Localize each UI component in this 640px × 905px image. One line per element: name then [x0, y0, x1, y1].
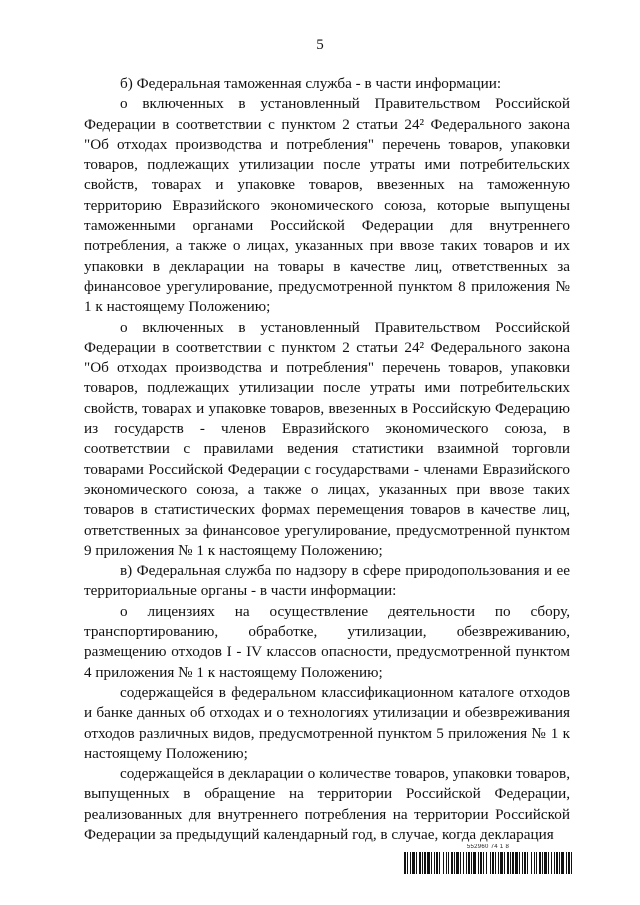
paragraph-waste-catalog: содержащейся в федеральном классификационном каталоге отходов и банке данных об отходах и о технологиях утилизации и обезвреживания отходов различных видов, предусмотренной пунктом 5 приложения № 1 к настоящему Положению; — [84, 683, 570, 762]
paragraph-licenses: о лицензиях на осуществление деятельности по сбору, транспортированию, обработке, утилизации, обезвреживанию, размещению отходов I - IV классов опасности, предусмотренной пунктом 4 приложения № 1 к настоящему Положению; — [84, 602, 570, 681]
document-body — [84, 74, 570, 845]
paragraph-nature-supervision-heading: в) Федеральная служба по надзору в сфере природопользования и ее территориальные органы - в части информации: — [84, 562, 570, 600]
barcode-bars — [404, 852, 572, 874]
paragraph-imported-goods-eaeu: о включенных в установленный Правительством Российской Федерации в соответствии с пунктом 2 статьи 24² Федерального закона "Об отходах производства и потребления" перечень товаров, упаковки товаров, подлежащих утилизации после утраты ими потребительских свойств, товарах и упаковке товаров, ввезенных в Российскую Федерацию из государств - членов Евразийского экономического союза, в соответствии с правилами ведения статистики взаимной торговли товарами Российской Федерации с государствами - членами Евразийского экономического союза, а также о лицах, указанных при ввозе таких товаров в статистических формах перемещения товаров в качестве лиц, ответственных за финансовое урегулирование, предусмотренной пунктом 9 приложения № 1 к настоящему Положению; — [84, 318, 570, 559]
barcode-number: 552960 74 1 8 — [466, 844, 510, 850]
paragraph-customs-service-heading: б) Федеральная таможенная служба - в части информации: — [120, 75, 502, 92]
document-barcode — [404, 844, 572, 874]
paragraph-goods-declaration: содержащейся в декларации о количестве товаров, упаковки товаров, выпущенных в обращение на территории Российской Федерации, реализованных для внутреннего потребления на территории Российской Федерации за предыдущий календарный год, в случае, когда декларация — [84, 765, 570, 843]
page-number: 5 — [316, 37, 324, 53]
paragraph-imported-goods-customs: о включенных в установленный Правительством Российской Федерации в соответствии с пунктом 2 статьи 24² Федерального закона "Об отходах производства и потребления" перечень товаров, упаковки товаров, подлежащих утилизации после утраты ими потребительских свойств, товарах и упаковке товаров, ввезенных на таможенную территорию Евразийского экономического союза, которые выпущены таможенными органами Российской Федерации для внутреннего потребления, а также о лицах, указанных при ввозе таких товаров и их упаковки в декларации на товары в качестве лиц, ответственных за финансовое урегулирование, предусмотренной пунктом 8 приложения № 1 к настоящему Положению; — [84, 95, 570, 316]
